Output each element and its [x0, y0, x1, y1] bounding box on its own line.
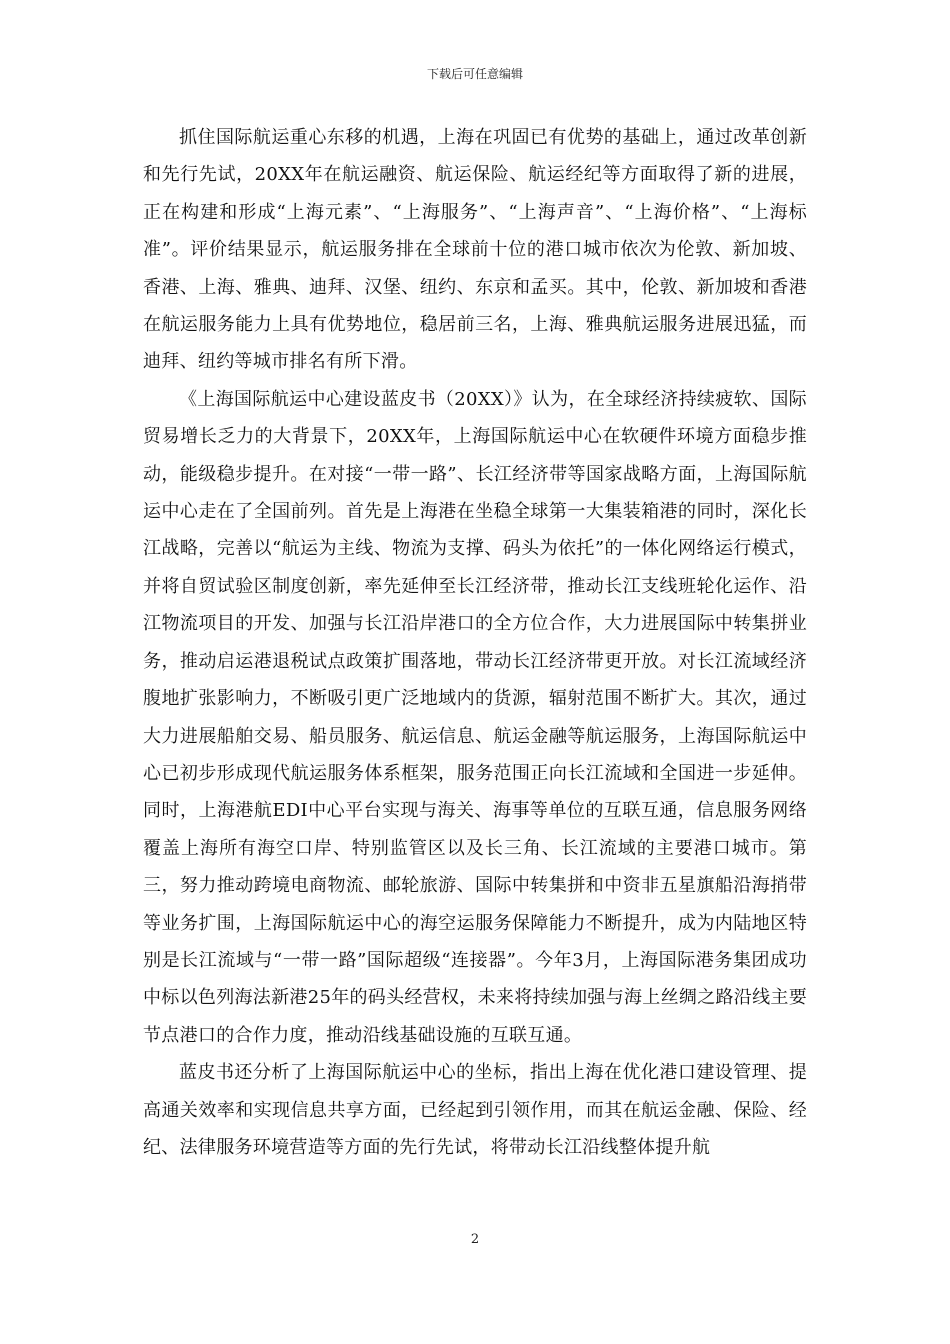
- page-header: 下载后可任意编辑: [426, 67, 523, 81]
- page-number: 2: [470, 1232, 480, 1247]
- paragraph-1: 抓住国际航运重心东移的机遇，上海在巩固已有优势的基础上，通过改革创新和先行先试，20XX年在航运融资、航运保险、航运经纪等方面取得了新的进展，正在构建和形成“上海元素”、“上海服务”、“上海声音”、“上海价格”、“上海标准”。评价结果显示，航运服务排在全球前十位的港口城市依次为伦敦、新加坡、香港、上海、雅典、迪拜、汉堡、纽约、东京和孟买。其中，伦敦、新加坡和香港在航运服务能力上具有优势地位，稳居前三名，上海、雅典航运服务进展迅猛，而迪拜、纽约等城市排名有所下滑。: [143, 127, 808, 373]
- document-body: [143, 119, 807, 1166]
- paragraph-2: 《上海国际航运中心建设蓝皮书（20XX）》认为，在全球经济持续疲软、国际贸易增长乏力的大背景下，20XX年，上海国际航运中心在软硬件环境方面稳步推动，能级稳步提升。在对接“一带一路”、长江经济带等国家战略方面，上海国际航运中心走在了全国前列。首先是上海港在坐稳全球第一大集装箱港的同时，深化长江战略，完善以“航运为主线、物流为支撑、码头为依托”的一体化网络运行模式，并将自贸试验区制度创新，率先延伸至长江经济带，推动长江支线班轮化运作、沿江物流项目的开发、加强与长江沿岸港口的全方位合作，大力进展国际中转集拼业务，推动启运港退税试点政策扩围落地，带动长江经济带更开放。对长江流域经济腹地扩张影响力，不断吸引更广泛地域内的货源，辐射范围不断扩大。其次，通过大力进展船舶交易、船员服务、航运信息、航运金融等航运服务，上海国际航运中心已初步形成现代航运服务体系框架，服务范围正向长江流域和全国进一步延伸。同时，上海港航EDI中心平台实现与海关、海事等单位的互联互通，信息服务网络覆盖上海所有海空口岸、特别监管区以及长三角、长江流域的主要港口城市。第三，努力推动跨境电商物流、邮轮旅游、国际中转集拼和中资非五星旗船沿海捎带等业务扩围，上海国际航运中心的海空运服务保障能力不断提升，成为内陆地区特别是长江流域与“一带一路”国际超级“连接器”。今年3月，上海国际港务集团成功中标以色列海法新港25年的码头经营权，未来将持续加强与海上丝绸之路沿线主要节点港口的合作力度，推动沿线基础设施的互联互通。: [143, 388, 808, 1046]
- paragraph-3: 蓝皮书还分析了上海国际航运中心的坐标，指出上海在优化港口建设管理、提高通关效率和实现信息共享方面，已经起到引领作用，而其在航运金融、保险、经纪、法律服务环境营造等方面的先行先试，将带动长江沿线整体提升航: [143, 1062, 807, 1158]
